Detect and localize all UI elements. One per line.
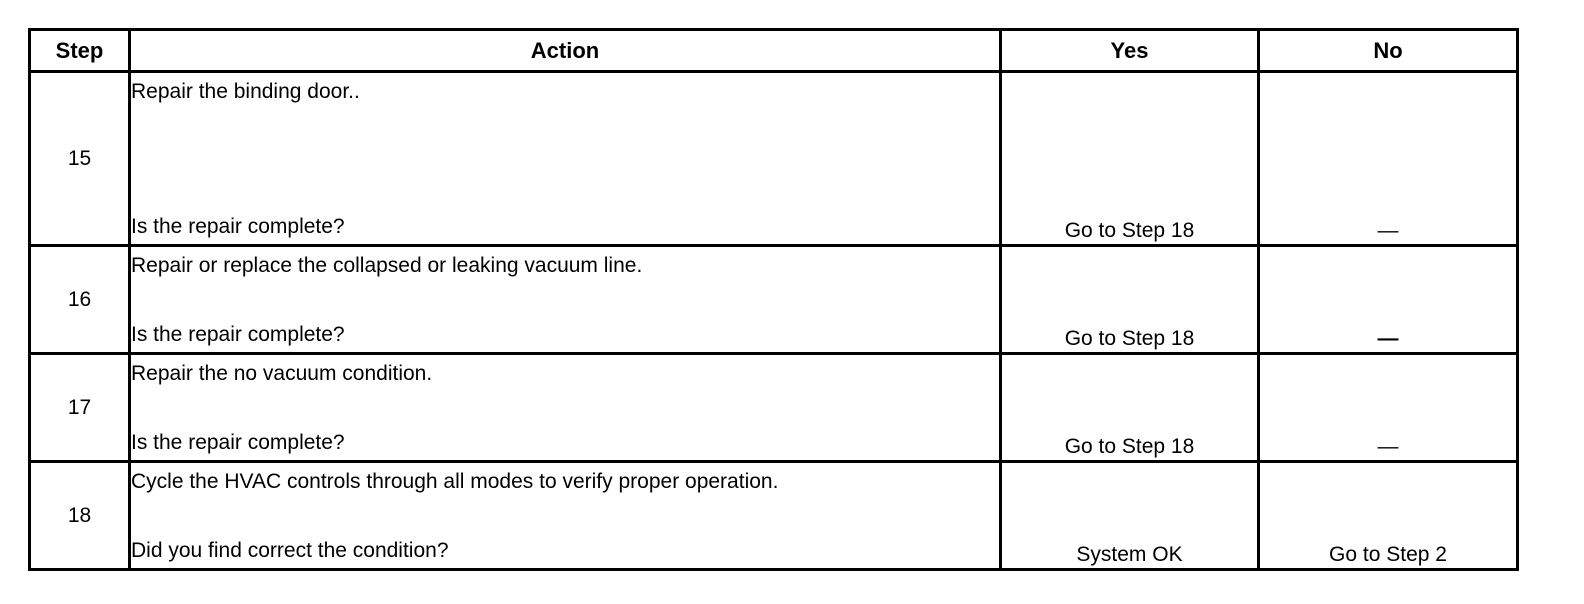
step-number: 16: [30, 246, 130, 354]
header-yes: Yes: [1001, 30, 1259, 72]
action-instruction: Cycle the HVAC controls through all modes to verify proper operation.: [131, 470, 779, 493]
table-row: [30, 246, 1518, 354]
yes-result-text: System OK: [1076, 543, 1183, 566]
action-instruction: Repair the no vacuum condition.: [131, 362, 433, 385]
step-number: 15: [30, 72, 130, 246]
no-result: [1259, 72, 1518, 246]
table-row: [30, 354, 1518, 462]
yes-result: [1001, 246, 1259, 354]
no-result: [1259, 354, 1518, 462]
no-result-text: Go to Step 2: [1329, 543, 1447, 566]
action-cell: [130, 246, 1001, 354]
action-question: Did you find correct the condition?: [131, 539, 449, 562]
header-action: Action: [130, 30, 1001, 72]
no-result-text: —: [1377, 435, 1399, 458]
yes-result-text: Go to Step 18: [1064, 327, 1195, 350]
action-cell: [130, 354, 1001, 462]
yes-result: [1001, 354, 1259, 462]
table-row: [30, 462, 1518, 570]
action-instruction: Repair the binding door..: [131, 80, 360, 103]
header-no: No: [1259, 30, 1518, 72]
action-cell: [130, 462, 1001, 570]
no-result: [1259, 462, 1518, 570]
action-question: Is the repair complete?: [131, 431, 345, 454]
diagnostic-table: [28, 28, 1519, 571]
yes-result: [1001, 462, 1259, 570]
no-result: [1259, 246, 1518, 354]
step-number: 18: [30, 462, 130, 570]
no-result-text: —: [1377, 327, 1399, 350]
yes-result: [1001, 72, 1259, 246]
action-question: Is the repair complete?: [131, 215, 345, 238]
header-step: Step: [30, 30, 130, 72]
header-row: [30, 30, 1518, 72]
table-row: [30, 72, 1518, 246]
no-result-text: —: [1377, 219, 1399, 242]
action-instruction: Repair or replace the collapsed or leaking vacuum line.: [131, 254, 643, 277]
yes-result-text: Go to Step 18: [1064, 435, 1195, 458]
action-cell: [130, 72, 1001, 246]
yes-result-text: Go to Step 18: [1064, 219, 1195, 242]
step-number: 17: [30, 354, 130, 462]
action-question: Is the repair complete?: [131, 323, 345, 346]
